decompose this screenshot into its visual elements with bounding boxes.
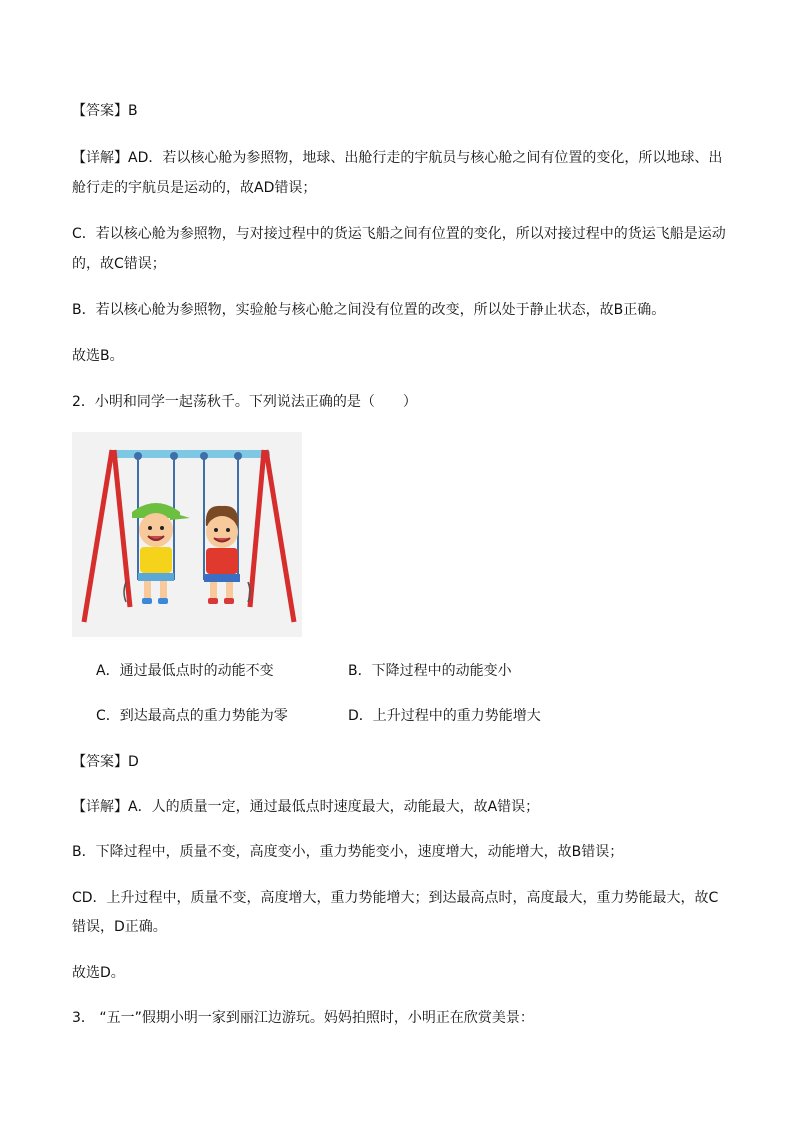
question-3: 3． “五一”假期小明一家到丽江边游玩。妈妈拍照时，小明正在欣赏美景： [72, 1010, 534, 1026]
option-b: B．下降过程中的动能变小 [348, 663, 512, 679]
explanation-1-line-3: C．若以核心舱为参照物，与对接过程中的货运飞船之间有位置的变化，所以对接过程中的货运飞船是运动 [72, 226, 726, 242]
explanation-2-line-2: B．下降过程中，质量不变，高度变小，重力势能变小，速度增大，动能增大，故B错误； [72, 844, 624, 860]
question-2: 2．小明和同学一起荡秋千。下列说法正确的是（ ） [72, 394, 417, 410]
option-a: A．通过最低点时的动能不变 [96, 663, 274, 679]
swing-illustration [72, 432, 302, 637]
explanation-1-line-5: B．若以核心舱为参照物，实验舱与核心舱之间没有位置的改变，所以处于静止状态，故B正确。 [72, 302, 666, 318]
explanation-2-line-3: CD．上升过程中，质量不变，高度增大，重力势能增大；到达最高点时，高度最大，重力势能最大，故C [72, 890, 719, 906]
conclusion-2: 故选D。 [72, 965, 125, 981]
explanation-1-line-4: 的，故C错误； [72, 256, 166, 272]
answer-1: 【答案】B [72, 103, 138, 119]
explanation-1-line-1: 【详解】AD．若以核心舱为参照物，地球、出舱行走的宇航员与核心舱之间有位置的变化，所以地球、出 [72, 150, 723, 166]
explanation-2-line-1: 【详解】A．人的质量一定，通过最低点时速度最大，动能最大，故A错误； [72, 799, 540, 815]
option-c: C．到达最高点的重力势能为零 [96, 708, 288, 724]
explanation-2-line-4: 错误，D正确。 [72, 919, 167, 935]
option-d: D．上升过程中的重力势能增大 [348, 708, 541, 724]
answer-2: 【答案】D [72, 754, 139, 770]
conclusion-1: 故选B。 [72, 348, 124, 364]
explanation-1-line-2: 舱行走的宇航员是运动的，故AD错误； [72, 180, 317, 196]
